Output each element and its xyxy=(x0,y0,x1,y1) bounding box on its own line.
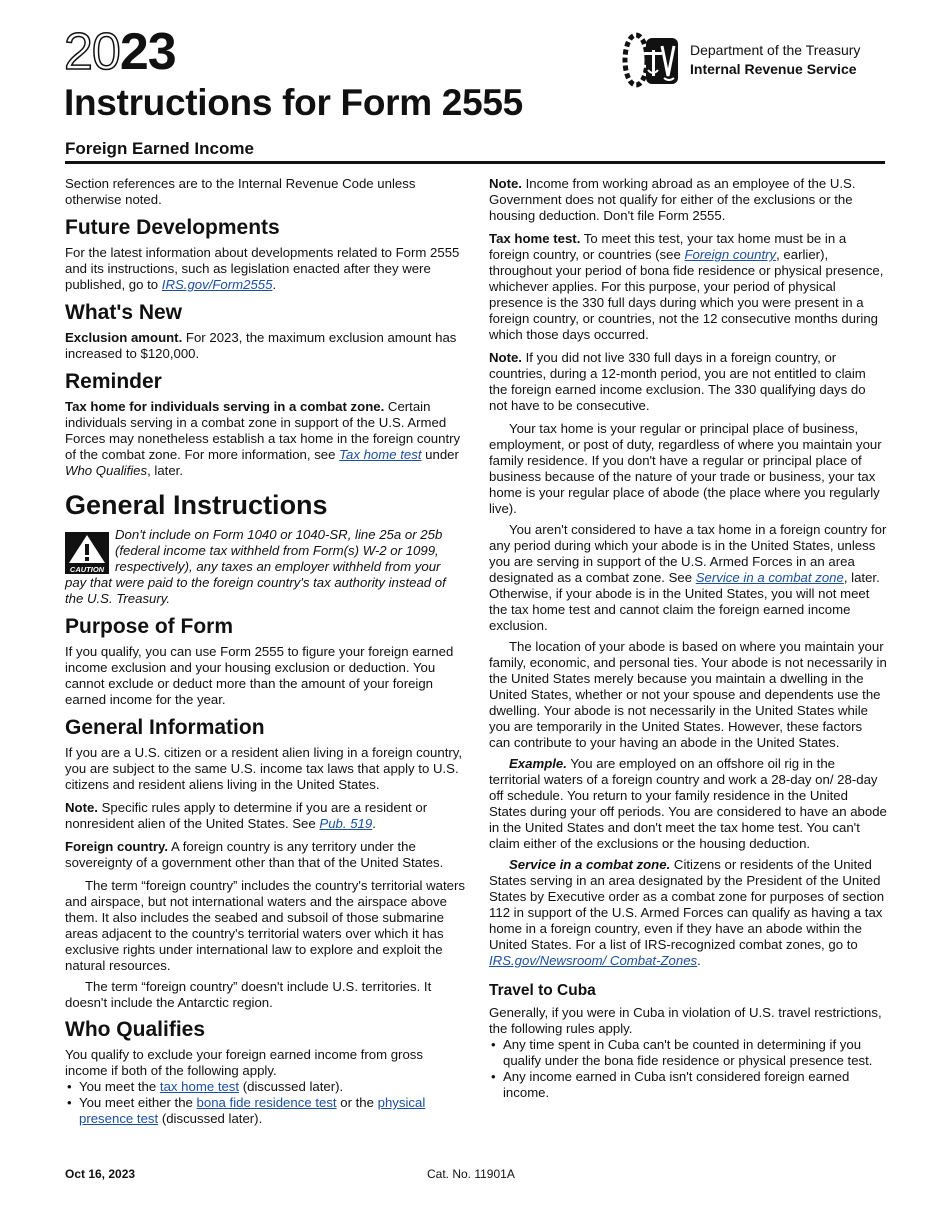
text: You meet the xyxy=(79,1079,160,1094)
text: Don't include on Form 1040 or 1040-SR, line 25a or 25b (federal income tax withheld from Form(s) W-2 or 1099, respectively), any taxes an employer withheld from your pay that were paid to the foreign country's tax authority instead of the U.S. Treasury. xyxy=(65,527,446,606)
list-item xyxy=(489,1069,887,1101)
paragraph xyxy=(489,350,887,414)
right-column xyxy=(489,176,887,1101)
lead-in-text: Foreign country. xyxy=(65,839,169,854)
text: The location of your abode is based on where you maintain your family, economic, and personal ties. Your abode is not necessarily in the United States merely because you maintain a dwelling in the United States, whether or not your spouse and dependents use the dwelling. Your abode is not necessarily in the United States while you are temporarily in the United States. However, these factors can contribute to your having an abode in the United States. xyxy=(489,639,887,750)
text: Specific rules apply to determine if you are a resident or nonresident alien of the United States. See xyxy=(65,800,428,831)
text: , earlier), throughout your period of bona fide residence or physical presence, whichever applies. For this purpose, your period of physical presence is the 330 full days during which you were present in a foreign country, or countries, not the 12 consecutive months during which those days occurred. xyxy=(489,247,884,342)
link[interactable]: Foreign country xyxy=(684,247,777,262)
catalog-number: Cat. No. 11901A xyxy=(427,1167,515,1181)
svg-text:CAUTION: CAUTION xyxy=(69,565,105,574)
text: General Instructions xyxy=(65,490,328,520)
text: You are employed on an offshore oil rig in the territorial waters of a foreign country and work a 28-day on/ 28-day off schedule. You return to your family residence in the United States during your off periods. You are considered to have an abode in the United States and don't meet the tax home test. You can't claim either of the exclusions or the housing deduction. xyxy=(489,756,887,851)
text: . xyxy=(372,816,376,831)
list-item xyxy=(65,1079,465,1095)
section-heading xyxy=(65,614,465,640)
agency-department: Department of the Treasury xyxy=(690,42,861,58)
text: , later. xyxy=(147,463,184,478)
page-subtitle: Foreign Earned Income xyxy=(65,139,254,158)
section-heading xyxy=(65,369,465,395)
text: If you did not live 330 full days in a foreign country, or countries, during a 12-month period, you are not entitled to claim the foreign earned income exclusion. The 330 qualifying days do not have to be consecutive. xyxy=(489,350,866,413)
lead-in-text: Note. xyxy=(489,176,522,191)
paragraph xyxy=(489,176,887,224)
text: Future Developments xyxy=(65,216,280,239)
lead-in-text: Tax home test. xyxy=(489,231,581,246)
section-heading xyxy=(65,300,465,326)
tax-year xyxy=(64,22,176,82)
text: Purpose of Form xyxy=(65,615,234,638)
paragraph xyxy=(65,245,465,293)
section-heading xyxy=(489,981,887,1001)
paragraph xyxy=(65,176,465,208)
paragraph xyxy=(65,979,465,1011)
link[interactable]: Service in a combat zone xyxy=(695,570,844,585)
text: Travel to Cuba xyxy=(489,982,596,999)
paragraph xyxy=(489,231,887,343)
paragraph xyxy=(65,800,465,832)
text: If you qualify, you can use Form 2555 to figure your foreign earned income exclusion and your housing exclusion or deduction. You cannot exclude or deduct more than the amount of your foreign earned income for the year. xyxy=(65,644,454,707)
text: . xyxy=(697,953,701,968)
text: , later. Otherwise, if your abode is in the United States, you will not meet the tax home test and cannot claim the foreign earned income exclusion. xyxy=(489,570,880,633)
caution-note xyxy=(65,527,465,607)
text: under xyxy=(421,447,459,462)
year-outline: 20 xyxy=(64,23,120,81)
agency-irs: Internal Revenue Service xyxy=(690,61,857,77)
lead-in-text: Note. xyxy=(489,350,522,365)
link[interactable]: tax home test xyxy=(159,1079,240,1094)
page-title: Instructions for Form 2555 xyxy=(64,82,523,123)
text: General Information xyxy=(65,716,265,739)
text: The term “foreign country” includes the country's territorial waters and airspace, but not international waters and the airspace above them. It also includes the seabed and subsoil of those submarine areas adjacent to the country's territorial waters over which it has exclusive rights under international law to explore and exploit the natural resources. xyxy=(65,878,465,973)
text: You qualify to exclude your foreign earned income from gross income if both of the following apply. xyxy=(65,1047,423,1078)
text: Income from working abroad as an employee of the U.S. Government does not qualify for either of the exclusions or the housing deduction. Don't file Form 2555. xyxy=(489,176,856,223)
text: The term “foreign country” doesn't include U.S. territories. It doesn't include the Antarctic region. xyxy=(65,979,432,1010)
year-bold: 23 xyxy=(119,23,176,81)
text: . xyxy=(272,277,277,292)
link[interactable]: Tax home test xyxy=(339,447,422,462)
revision-date: Oct 16, 2023 xyxy=(65,1167,136,1181)
text: If you are a U.S. citizen or a resident alien living in a foreign country, you are subject to the same U.S. income tax laws that apply to U.S. citizens and resident aliens living in the United States. xyxy=(65,745,463,792)
paragraph xyxy=(489,857,887,969)
list-item xyxy=(489,1037,887,1069)
lead-in-text: Exclusion amount. xyxy=(65,330,183,345)
paragraph xyxy=(65,839,465,871)
text: Section references are to the Internal Revenue Code unless otherwise noted. xyxy=(65,176,416,207)
text: Any income earned in Cuba isn't considered foreign earned income. xyxy=(503,1069,850,1100)
text: Generally, if you were in Cuba in violation of U.S. travel restrictions, the following rules apply. xyxy=(489,1005,882,1036)
link[interactable]: IRS.gov/Form2555 xyxy=(161,277,273,292)
section-heading xyxy=(65,215,465,241)
lead-in-text: Who Qualifies xyxy=(65,463,148,478)
link[interactable]: bona fide residence test xyxy=(196,1095,337,1110)
paragraph xyxy=(489,639,887,751)
text: You aren't considered to have a tax home in a foreign country for any period during which your abode is in the United States, unless you are serving in support of the U.S. Armed Forces in an area designated as a combat zone. See xyxy=(489,522,887,585)
section-heading xyxy=(65,715,465,741)
paragraph xyxy=(65,330,465,362)
paragraph xyxy=(489,522,887,634)
text: To meet this test, your tax home must be in a foreign country, or countries (see xyxy=(489,231,847,262)
text: Who Qualifies xyxy=(65,1018,206,1041)
paragraph xyxy=(65,1047,465,1079)
link[interactable]: IRS.gov/Newsroom/ Combat-Zones xyxy=(489,953,698,968)
text: Citizens or residents of the United States serving in an area designated by the President of the United States by Executive order as a combat zone for purposes of section 112 in support of the U.S. Armed Forces can qualify as having a tax home in a foreign country, even if they have an abode within the United States. For a list of IRS-recognized combat zones, go to xyxy=(489,857,885,952)
paragraph xyxy=(65,745,465,793)
paragraph xyxy=(489,421,887,517)
section-heading xyxy=(65,489,465,521)
text: For the latest information about developments related to Form 2555 and its instructions, such as legislation enacted after they were published, go to xyxy=(65,245,460,292)
text: (discussed later). xyxy=(239,1079,344,1094)
paragraph xyxy=(65,644,465,708)
text: What's New xyxy=(65,301,183,324)
irs-eagle-logo-icon xyxy=(622,32,684,88)
text: Your tax home is your regular or principal place of business, employment, or post of duty, regardless of where you maintain your family residence. If you don't have a regular or principal place of business because of the nature of your trade or business, your tax home is your regular place of abode (the place where you regularly live). xyxy=(489,421,882,516)
text: For 2023, the maximum exclusion amount has increased to $120,000. xyxy=(65,330,457,361)
agency-block xyxy=(622,32,860,88)
text: You meet either the xyxy=(79,1095,197,1110)
lead-in-text: Service in a combat zone. xyxy=(509,857,671,872)
link[interactable]: physical presence test xyxy=(79,1095,426,1126)
paragraph xyxy=(65,399,465,479)
section-heading xyxy=(65,1017,465,1043)
list-item xyxy=(65,1095,465,1127)
lead-in-text: Note. xyxy=(65,800,98,815)
header-rule xyxy=(65,161,885,164)
text: Reminder xyxy=(65,370,162,393)
paragraph xyxy=(489,1005,887,1037)
text: (discussed later). xyxy=(158,1111,263,1126)
lead-in-text: Tax home for individuals serving in a combat zone. xyxy=(65,399,385,414)
text: Certain individuals serving in a combat zone in support of the U.S. Armed Forces may nonetheless establish a tax home in the foreign country of the combat zone. For more information, see xyxy=(65,399,461,462)
lead-in-text: Example. xyxy=(509,756,567,771)
text: or the xyxy=(336,1095,378,1110)
paragraph xyxy=(65,878,465,974)
left-column xyxy=(65,176,465,1127)
paragraph xyxy=(489,756,887,852)
link[interactable]: Pub. 519 xyxy=(319,816,373,831)
caution-icon xyxy=(65,532,109,574)
text: Any time spent in Cuba can't be counted in determining if you qualify under the bona fide residence or physical presence test. xyxy=(503,1037,873,1068)
text: A foreign country is any territory under the sovereignty of a government other than that of the United States. xyxy=(65,839,444,870)
